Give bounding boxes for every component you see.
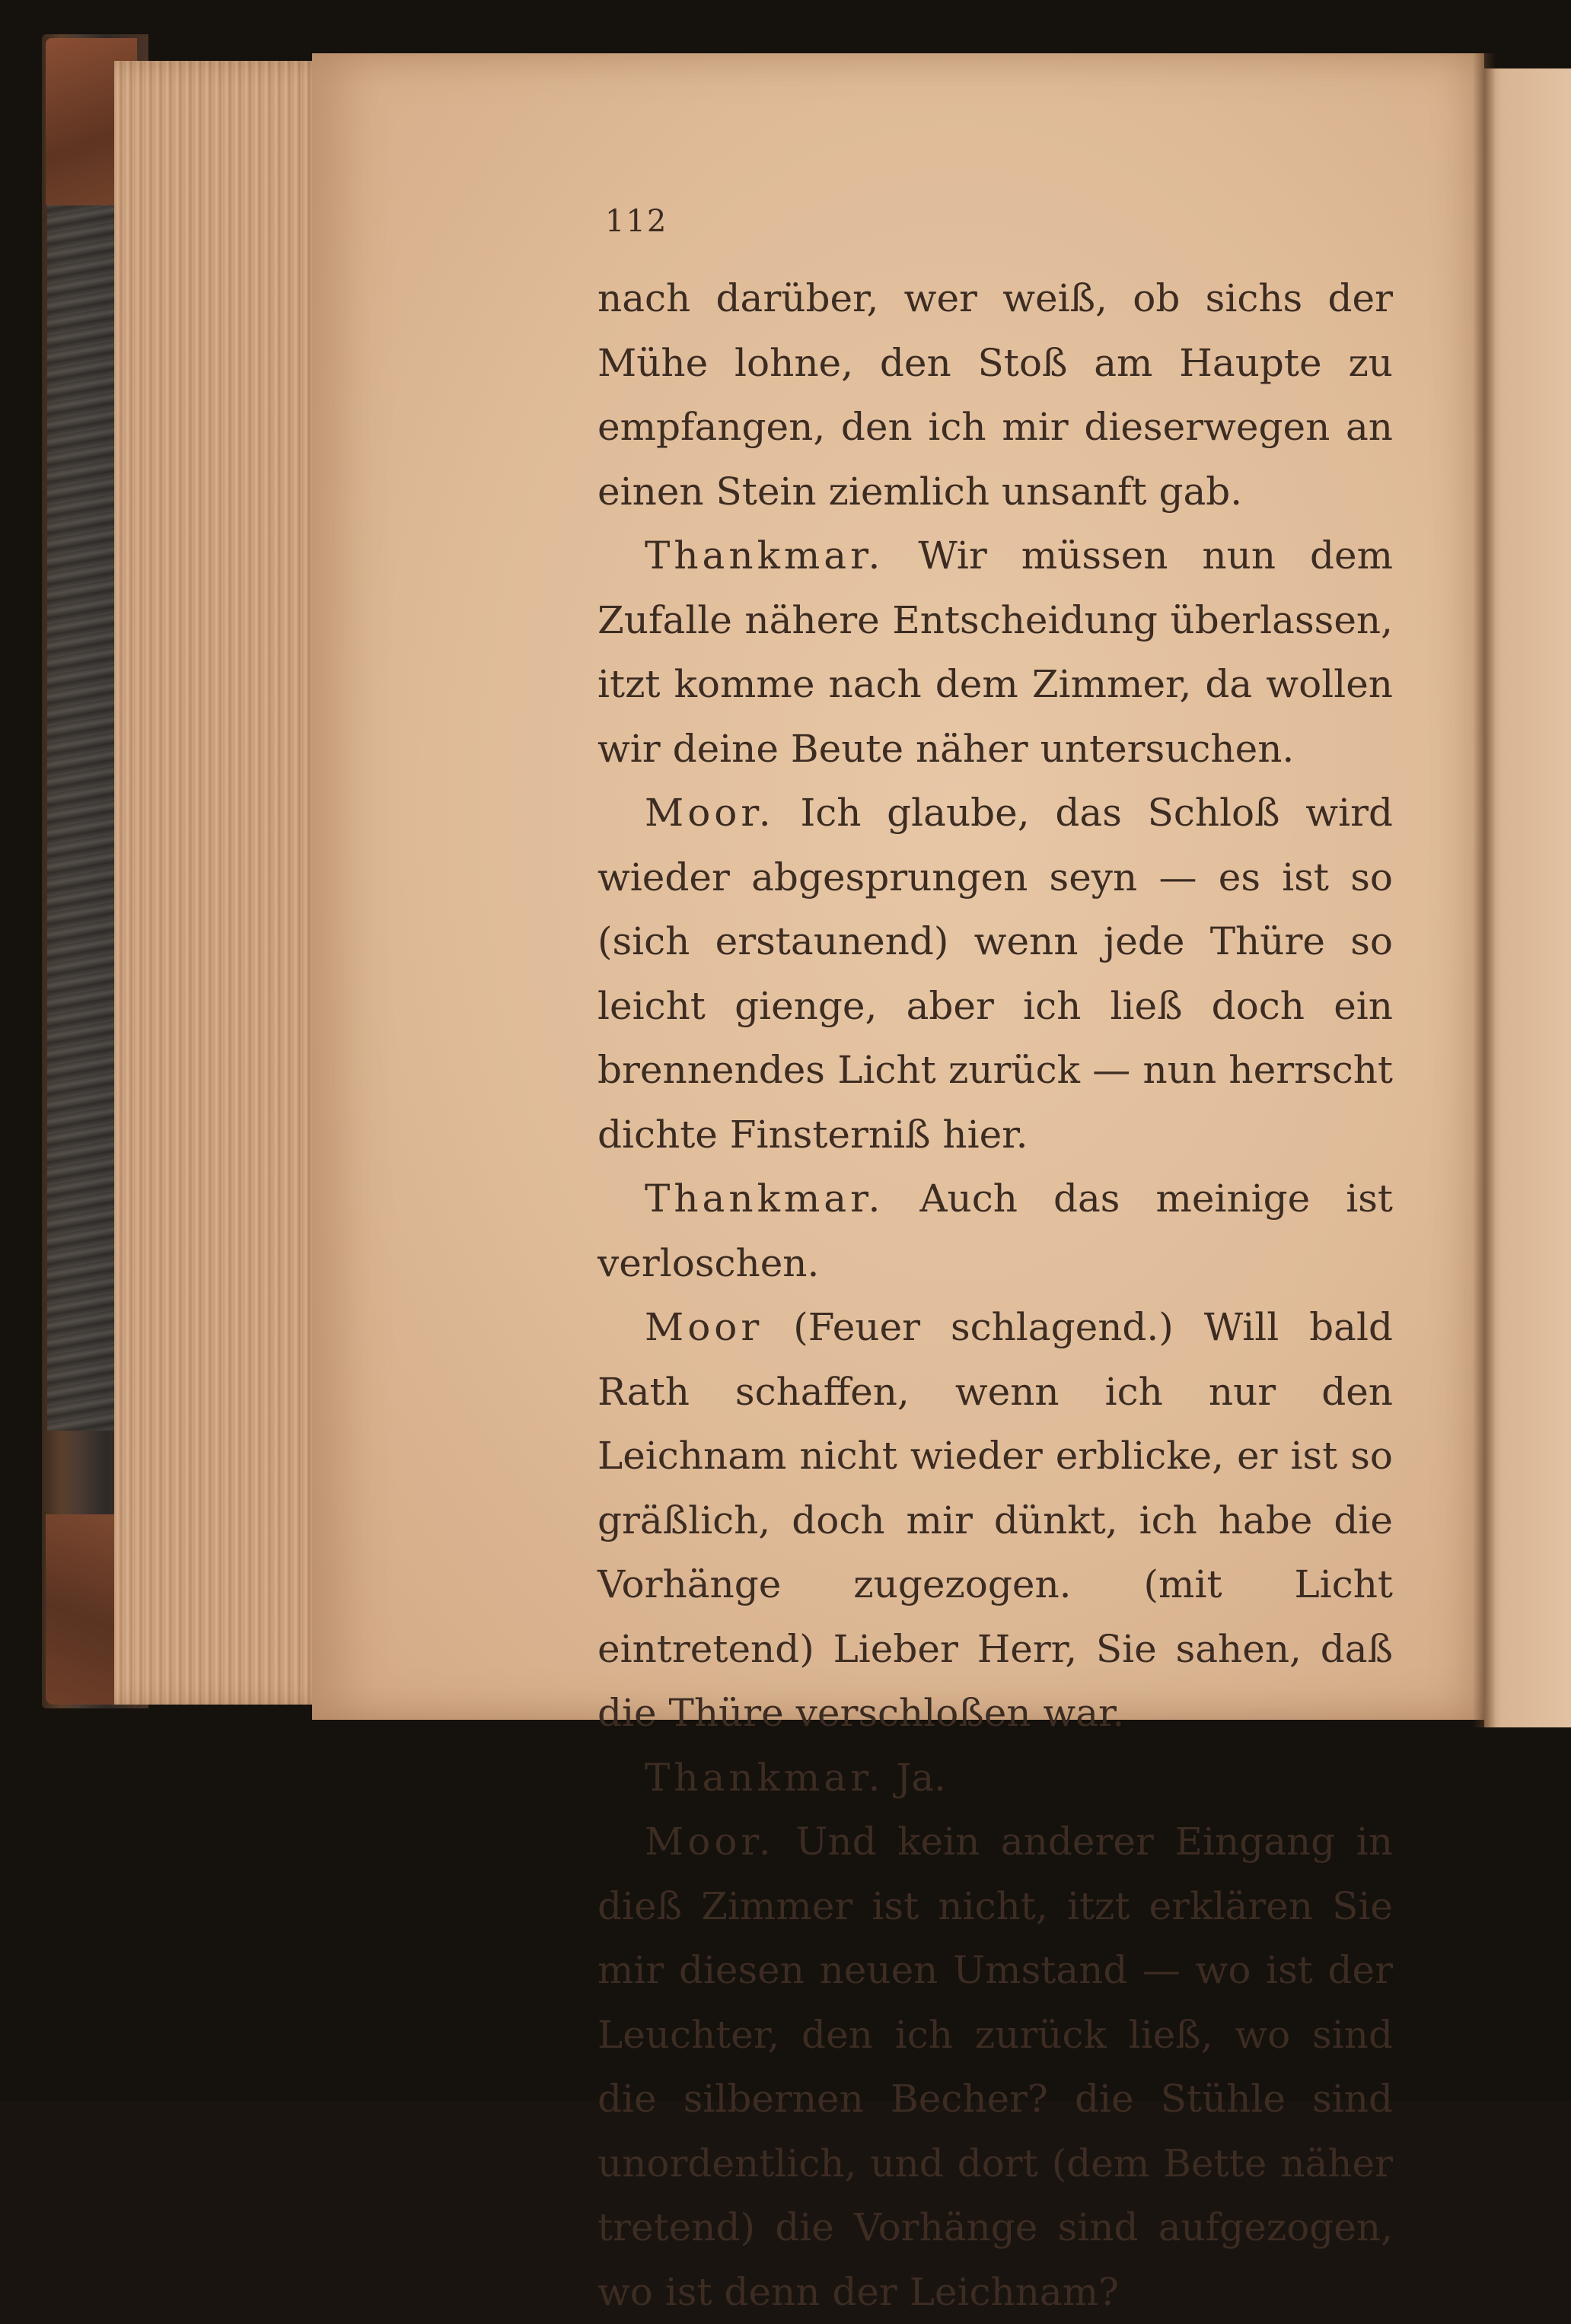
paragraph-text: Und kein anderer Eingang in dieß Zimmer ist nicht, itzt erklären Sie mir diesen neuen Umstand — wo ist der Leuchter, den ich zurück ließ, wo sind die silbernen Becher? die Stühle sind unordentlich, und dort (dem Bette näher tretend) die Vorhänge sind aufgezogen, wo ist denn der Leichnam? (597, 1819, 1393, 2314)
paragraph-text: Auch das meinige ist verloschen. (597, 1176, 1393, 1285)
paragraph (597, 266, 1393, 524)
paragraph (597, 1746, 1393, 1810)
paragraph (597, 1167, 1393, 1295)
paragraph (597, 1810, 1393, 2324)
speaker-name: Thankmar. (645, 1755, 884, 1800)
speaker-name: Thankmar. (645, 1176, 884, 1221)
speaker-name: Moor (645, 1305, 763, 1349)
speaker-name: Moor. (645, 1819, 775, 1864)
paragraph-text: (Feuer schlagend.) Will bald Rath schaffen, wenn ich nur den Leichnam nicht wieder erblicke, er ist so gräßlich, doch mir dünkt, ich habe die Vorhänge zugezogen. (mit Licht eintretend) Lieber Herr, Sie sahen, daß die Thüre verschloßen war. (597, 1305, 1393, 1735)
paragraph (597, 524, 1393, 781)
marbled-cover-paper (47, 183, 116, 1431)
paragraph-text: Ich glaube, das Schloß wird wieder abgesprungen seyn — es ist so (sich erstaunend) wenn jede Thüre so leicht gienge, aber ich ließ doch ein brennendes Licht zurück — nun herrscht dichte Finsterniß hier. (597, 791, 1393, 1157)
page-block-edges (114, 61, 335, 1705)
page-gutter (1473, 53, 1496, 1727)
paragraph-text: nach darüber, wer weiß, ob sichs der Mühe lohne, den Stoß am Haupte zu empfangen, den ich mir dieserwegen an einen Stein ziemlich unsanft gab. (597, 276, 1393, 514)
paragraph-text: Wir müssen nun dem Zufalle nähere Entscheidung überlassen, itzt komme nach dem Zimmer, da wollen wir deine Beute näher untersuchen. (597, 533, 1393, 771)
page-number: 112 (605, 204, 668, 239)
speaker-name: Moor. (645, 791, 775, 835)
facing-page (1484, 68, 1571, 1727)
paragraph-text: Ja. (884, 1755, 947, 1800)
paragraph (597, 1295, 1393, 1746)
page-body (597, 266, 1393, 2324)
paragraph (597, 781, 1393, 1167)
speaker-name: Thankmar. (645, 533, 884, 578)
